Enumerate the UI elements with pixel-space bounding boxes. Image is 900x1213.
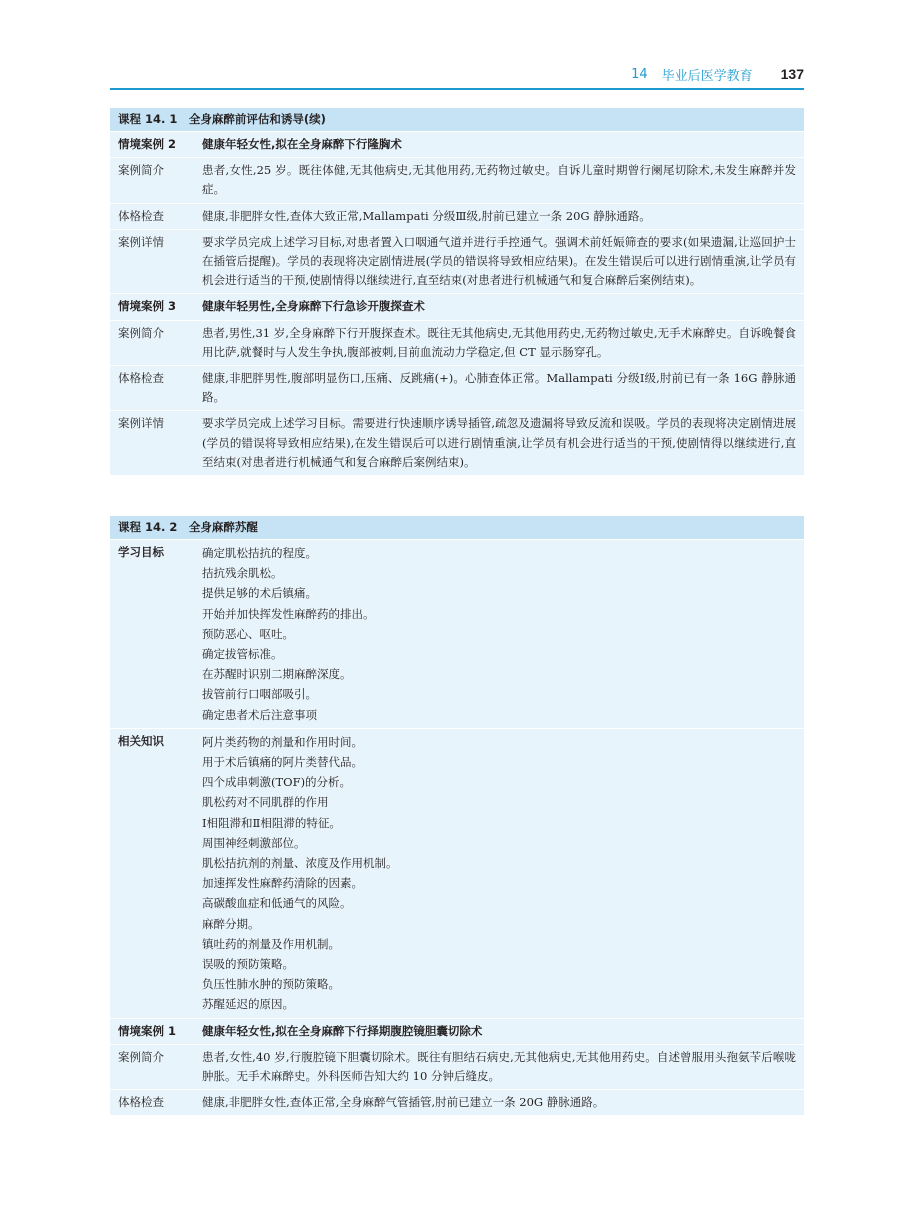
scenario-row [110, 131, 804, 157]
scenario-title: 健康年轻女性,拟在全身麻醉下行择期腹腔镜胆囊切除术 [202, 1023, 483, 1038]
course-table-14-1 [110, 108, 804, 475]
summary-label: 案例简介 [118, 163, 164, 178]
running-header [110, 62, 804, 86]
scenario-label: 情境案例 2 [118, 137, 177, 151]
exam-text: 健康,非肥胖男性,腹部明显伤口,压痛、反跳痛(+)。心肺查体正常。Mallampati 分级Ⅰ级,肘前已有一条 16G 静脉通路。 [202, 371, 796, 405]
list-item: 在苏醒时识别二期麻醉深度。 [202, 667, 352, 682]
list-item: 开始并加快挥发性麻醉药的排出。 [202, 606, 375, 621]
summary-text: 患者,男性,31 岁,全身麻醉下行开腹探查术。既往无其他病史,无其他用药史,无药物过敏史,无手术麻醉史。自诉晚餐食用比萨,就餐时与人发生争执,腹部被刺,目前血流动力学稳定,但 CT 显示肠穿孔。 [202, 325, 796, 359]
exam-text: 健康,非肥胖女性,查体大致正常,Mallampati 分级Ⅲ级,肘前已建立一条 20G 静脉通路。 [202, 208, 651, 223]
list-item: 确定患者术后注意事项 [202, 707, 317, 722]
list-item: 拮抗残余肌松。 [202, 566, 283, 581]
scenario-row [110, 293, 804, 319]
detail-label: 案例详情 [118, 234, 164, 249]
knowledge-row [110, 728, 804, 1018]
list-item: 麻醉分期。 [202, 916, 260, 931]
list-item: 肌松药对不同肌群的作用 [202, 795, 329, 810]
chapter-number: 14 [631, 66, 648, 82]
exam-row [110, 365, 804, 410]
list-item: 加速挥发性麻醉药清除的因素。 [202, 876, 363, 891]
exam-label: 体格检查 [118, 208, 164, 223]
objectives-list [202, 540, 804, 728]
scenario-title: 健康年轻女性,拟在全身麻醉下行隆胸术 [202, 137, 402, 151]
course-table-14-2 [110, 516, 804, 1115]
objectives-label: 学习目标 [118, 545, 164, 559]
detail-label: 案例详情 [118, 416, 164, 431]
list-item: 误吸的预防策略。 [202, 957, 294, 972]
objectives-row [110, 539, 804, 728]
scenario-row [110, 1018, 804, 1044]
chapter-title: 毕业后医学教育 [661, 68, 753, 84]
summary-row [110, 320, 804, 365]
detail-text: 要求学员完成上述学习目标,对患者置入口咽通气道并进行手控通气。强调术前妊娠筛查的要求(如果遗漏,让巡回护士在插管后提醒)。学员的表现将决定剧情进展(学员的错误将导致相应结果)。在发生错误后可以进行剧情重演,让学员有机会进行适当的干预,使剧情得以继续进行,直至结束(对患者进行机械通气和复合麻醉后案例结束)。 [202, 234, 796, 288]
list-item: 阿片类药物的剂量和作用时间。 [202, 734, 363, 749]
list-item: 提供足够的术后镇痛。 [202, 586, 317, 601]
page-number: 137 [780, 66, 804, 82]
list-item: 负压性肺水肿的预防策略。 [202, 977, 340, 992]
list-item: 预防恶心、呕吐。 [202, 626, 294, 641]
exam-text: 健康,非肥胖女性,查体正常,全身麻醉气管插管,肘前已建立一条 20G 静脉通路。 [202, 1095, 605, 1110]
summary-row [110, 1044, 804, 1089]
course-table-title: 课程 14. 2 全身麻醉苏醒 [110, 516, 804, 539]
list-item: 四个成串刺激(TOF)的分析。 [202, 775, 352, 790]
list-item: 确定肌松拮抗的程度。 [202, 546, 317, 560]
list-item: 周围神经刺激部位。 [202, 835, 306, 850]
knowledge-label: 相关知识 [118, 733, 164, 748]
list-item: 拔管前行口咽部吸引。 [202, 687, 317, 702]
summary-row [110, 157, 804, 202]
summary-text: 患者,女性,40 岁,行腹腔镜下胆囊切除术。既往有胆结石病史,无其他病史,无其他用药史。自述曾服用头孢氨苄后喉咙肿胀。无手术麻醉史。外科医师告知大约 10 分钟后缝皮。 [202, 1049, 796, 1084]
list-item: 确定拔管标准。 [202, 647, 283, 662]
summary-label: 案例简介 [118, 1049, 164, 1064]
exam-label: 体格检查 [118, 1095, 164, 1110]
list-item: Ⅰ相阻滞和Ⅱ相阻滞的特征。 [202, 815, 341, 830]
list-item: 高碳酸血症和低通气的风险。 [202, 896, 352, 911]
summary-label: 案例简介 [118, 325, 164, 340]
knowledge-list [202, 729, 804, 1018]
scenario-label: 情境案例 1 [118, 1023, 177, 1038]
scenario-title: 健康年轻男性,全身麻醉下行急诊开腹探查术 [202, 299, 425, 314]
detail-text: 要求学员完成上述学习目标。需要进行快速顺序诱导插管,疏忽及遗漏将导致反流和误吸。学员的表现将决定剧情进展(学员的错误将导致相应结果),在发生错误后可以进行剧情重演,让学员有机会进行适当的干预,使剧情得以继续进行,直至结束(对患者进行机械通气和复合麻醉后案例结束)。 [202, 416, 796, 469]
exam-label: 体格检查 [118, 371, 164, 386]
detail-row [110, 229, 804, 294]
exam-row [110, 1089, 804, 1115]
list-item: 苏醒延迟的原因。 [202, 997, 294, 1012]
exam-row [110, 203, 804, 229]
detail-row [110, 410, 804, 475]
header-rule [110, 88, 804, 90]
list-item: 镇吐药的剂量及作用机制。 [202, 936, 340, 951]
course-table-title: 课程 14. 1 全身麻醉前评估和诱导(续) [110, 108, 804, 131]
scenario-label: 情境案例 3 [118, 299, 177, 314]
list-item: 肌松拮抗剂的剂量、浓度及作用机制。 [202, 856, 398, 871]
summary-text: 患者,女性,25 岁。既往体健,无其他病史,无其他用药,无药物过敏史。自诉儿童时期曾行阑尾切除术,未发生麻醉并发症。 [202, 163, 796, 197]
list-item: 用于术后镇痛的阿片类替代品。 [202, 755, 363, 770]
